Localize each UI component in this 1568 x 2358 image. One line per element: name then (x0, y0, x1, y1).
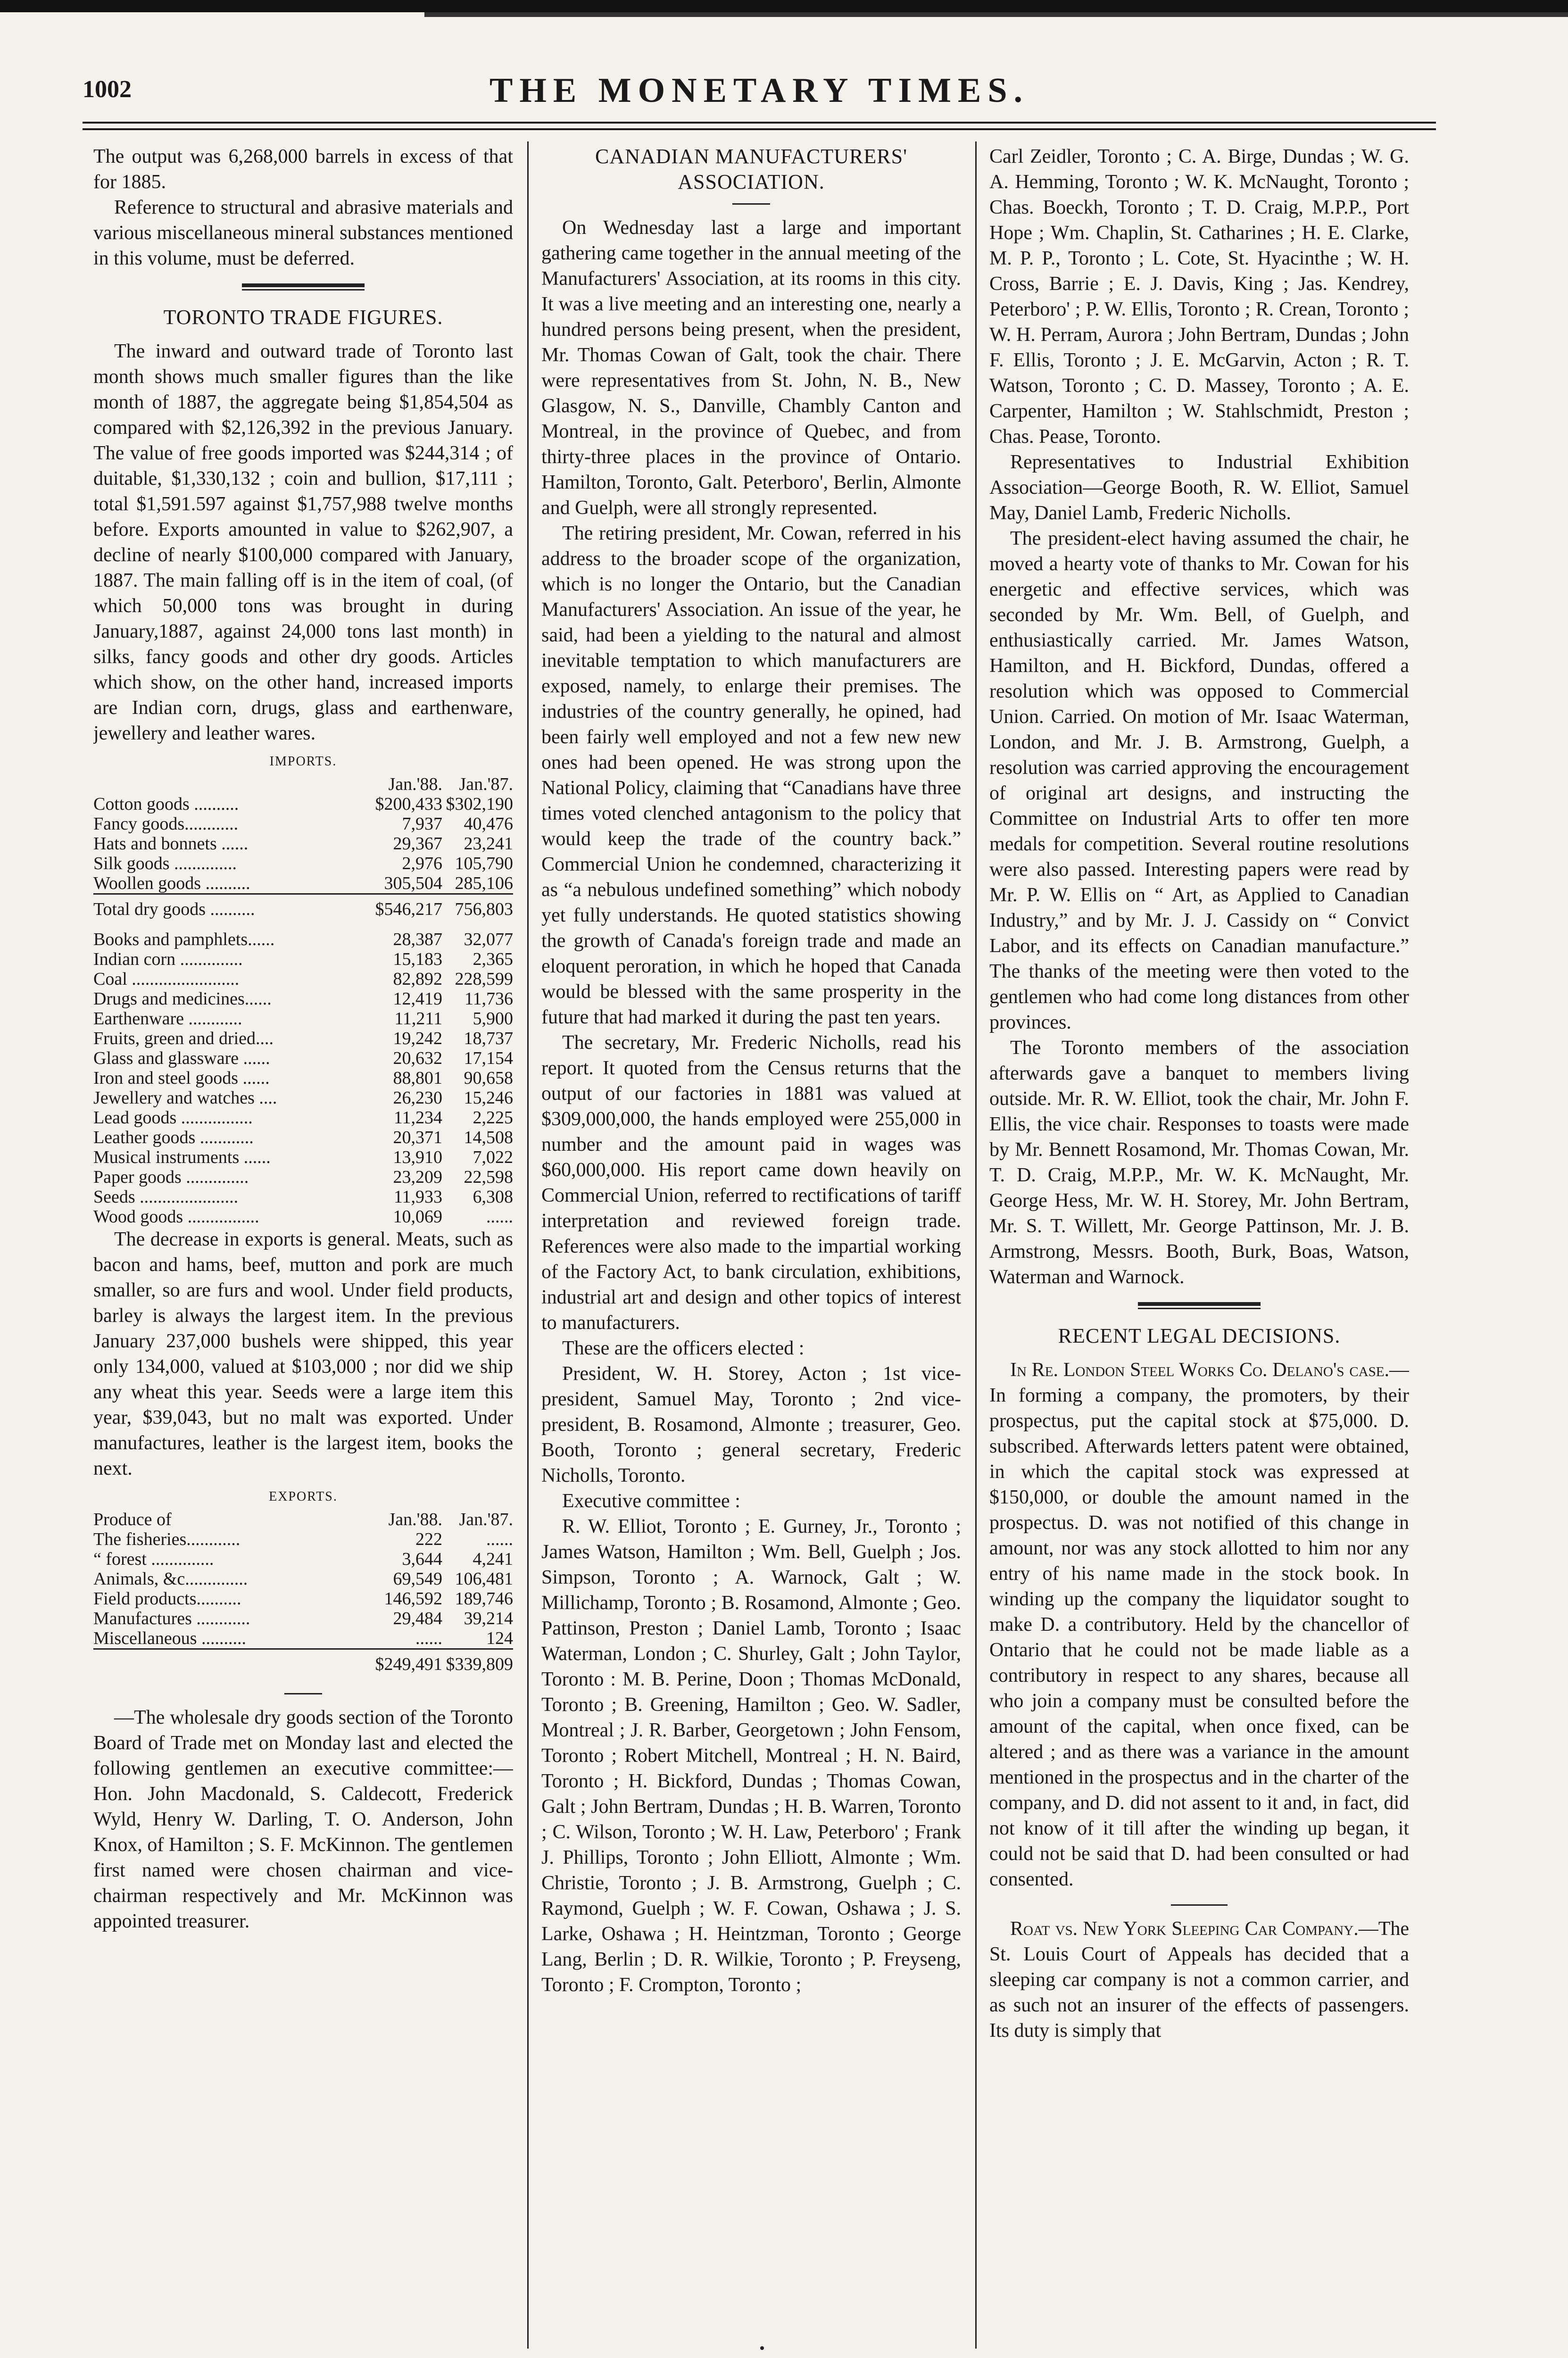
table-row: Drugs and medicines...... 12,419 11,736 (93, 989, 513, 1009)
table-row: Woollen goods .......... 305,504 285,106 (93, 873, 513, 893)
masthead-title: THE MONETARY TIMES. (489, 71, 1029, 110)
table-row: Leather goods ............ 20,371 14,508 (93, 1128, 513, 1147)
table-row: Cotton goods .......... $200,433 $302,190 (93, 794, 513, 814)
table-row: Hats and bonnets ...... 29,367 23,241 (93, 834, 513, 854)
paragraph: The president-elect having assumed the chair, he moved a hearty vote of thanks to Mr. Cowan for his energetic and effective services, which was seconded by Mr. Wm. Bell, of Guelph, and enthusiastically carried. Mr. James Watson, Hamilton, and H. Bickford, Dundas, offered a resolution which was opposed to Commercial Union. Carried. On motion of Mr. Isaac Waterman, London, and Mr. J. B. Armstrong, Guelph, a resolution was carried approving the encouragement of original art designs, and instructing the Committee on Industrial Arts to offer ten more medals for competition. Several routine resolutions were also passed. Interesting papers were read by Mr. P. W. Ellis on “ Art, as Applied to Canadian Industry,” and by Mr. J. J. Cassidy on “ Convict Labor, and its effects on Canadian manufacture.” The thanks of the meeting were then voted to the gentlemen who had come long distances from other provinces. (989, 528, 1409, 1033)
paragraph: The decrease in exports is general. Meats, such as bacon and hams, beef, mutton and pork are much smaller, so are furs and wool. Under field products, barley is always the largest item. In the previous January 237,000 bushels were shipped, this year only 134,000, valued at $103,000 ; nor did we ship any wheat this year. Seeds were a large item this year, $39,043, but no malt was exported. Under manufactures, leather is the largest item, books the next. (93, 1229, 513, 1479)
article-heading: RECENT LEGAL DECISIONS. (1058, 1324, 1341, 1347)
paragraph: President, W. H. Storey, Acton ; 1st vice-president, Samuel May, Toronto ; 2nd vice-president, B. Rosamond, Almonte ; treasurer, Geo. Booth, Toronto ; general secretary, Frederic Nicholls, Toronto. (541, 1363, 961, 1486)
table-row: The fisheries............ 222 ...... (93, 1529, 513, 1549)
exports-table (93, 1510, 513, 1674)
section-divider (732, 203, 770, 205)
paragraph: On Wednesday last a large and important gathering came together in the annual meeting of the Manufacturers' Association, at its rooms in this city. It was a live meeting and an interesting one, nearly a hundred persons being present, when the president, Mr. Thomas Cowan of Galt, took the chair. There were representatives from St. John, N. B., New Glasgow, N. S., Danville, Chambly Canton and Montreal, in the province of Quebec, and from thirty-three places in the province of Ontario. Hamilton, Toronto, Galt. Peterboro', Berlin, Almonte and Guelph, were all strongly represented. (541, 217, 961, 519)
case-body: —The St. Louis Court of Appeals has decided that a sleeping car company is not a common carrier, and as such not an insurer of the effects of passengers. Its duty is simply that (989, 1918, 1409, 2042)
section-divider (1138, 1308, 1261, 1309)
paragraph: R. W. Elliot, Toronto ; E. Gurney, Jr., Toronto ; James Watson, Hamilton ; Wm. Bell, Guelph ; Jos. Simpson, Toronto ; A. Warnock, Galt ; W. Millichamp, Toronto ; B. Rosamond, Almonte ; Geo. Pattinson, Preston ; Daniel Lamb, Toronto ; Isaac Waterman, London ; C. Shurley, Galt ; John Taylor, Toronto : M. B. Perine, Doon ; Thomas McDonald, Toronto ; B. Greening, Hamilton ; Geo. W. Sadler, Montreal ; J. R. Barber, Georgetown ; John Fensom, Toronto ; Robert Mitchell, Montreal ; H. N. Baird, Toronto ; H. Bickford, Dundas ; Thomas Cowan, Galt ; John Bertram, Dundas ; H. B. Warren, Toronto ; C. Wilson, Toronto ; W. H. Law, Peterboro' ; Frank J. Phillips, Toronto ; John Elliott, Almonte ; Wm. Christie, Toronto ; J. B. Armstrong, Guelph ; C. Raymond, Guelph ; W. F. Cowan, Oshawa ; J. S. Larke, Oshawa ; H. Heintzman, Toronto ; George Lang, Berlin ; D. R. Wilkie, Toronto ; P. Freyseng, Toronto ; F. Crompton, Toronto ; (541, 1516, 961, 1996)
paragraph: The Toronto members of the association afterwards gave a banquet to members living outside. Mr. R. W. Elliot, took the chair, Mr. John F. Ellis, the vice chair. Responses to toasts were made by Mr. Bennett Rosamond, Mr. Thomas Cowan, Mr. T. D. Craig, M.P.P., Mr. W. K. McNaught, Mr. George Hess, Mr. W. H. Storey, Mr. John Bertram, Mr. S. T. Willett, Mr. George Pattinson, Mr. J. B. Armstrong, Messrs. Booth, Burk, Boas, Watson, Waterman and Warnock. (989, 1037, 1409, 1288)
paragraph: Executive committee : (562, 1490, 740, 1512)
column-right (989, 144, 1409, 2341)
imports-table-label: IMPORTS. (269, 754, 337, 769)
paragraph: The output was 6,268,000 barrels in excess of that for 1885. (93, 146, 513, 193)
table-row: Miscellaneous .......... ...... 124 (93, 1628, 513, 1648)
column-left (93, 144, 513, 2341)
case-body: —In forming a company, the promoters, by their prospectus, put the capital stock at $75,000. D. subscribed. Afterwards letters patent were obtained, in which the capital stock was expressed at $150,000, or double the amount named in the prospectus. D. was not notified of this change in amount, nor was any stock allotted to him nor any entry of his name made in the stock book. In winding up the company the liquidator sought to make D. a contributory. Held by the chancellor of Ontario that he could not be made liable as a contributory in respect to any shares, because all who join a company must be consulted before the amount of the capital, when once fixed, can be altered ; and as there was a variance in the amount mentioned in the prospectus and in the charter of the company, and D. did not assent to it and, in fact, did not know of it till after the winding up began, it could not be said that D. had been consulted or had consented. (989, 1359, 1409, 1890)
table-row: Coal ........................ 82,892 228,599 (93, 969, 513, 989)
header-rule-top (83, 122, 1436, 124)
column-divider-2 (975, 141, 977, 2349)
table-row: Fruits, green and dried.... 19,242 18,737 (93, 1029, 513, 1048)
page-number: 1002 (83, 76, 132, 103)
total-row: $249,491 $339,809 (93, 1649, 513, 1675)
article-heading: CANADIAN MANUFACTURERS' ASSOCIATION. (595, 145, 908, 193)
section-divider (1138, 1302, 1261, 1306)
paragraph: —The wholesale dry goods section of the Toronto Board of Trade met on Monday last and elected the following gentlemen an executive committee:—Hon. John Macdonald, S. Caldecott, Frederick Wyld, Henry W. Darling, T. O. Anderson, John Knox, of Hamilton ; S. F. McKinnon. The gentlemen first named were chosen chairman and vice-chairman respectively and Mr. McKinnon was appointed treasurer. (93, 1707, 513, 1932)
table-row: Wood goods ................ 10,069 ...... (93, 1207, 513, 1227)
case-title: Roat vs. New York Sleeping Car Company. (1010, 1918, 1359, 1940)
table-row: Fancy goods............ 7,937 40,476 (93, 814, 513, 834)
section-divider (1171, 1904, 1228, 1906)
paragraph: The retiring president, Mr. Cowan, referred in his address to the broader scope of the organization, which is no longer the Ontario, but the Canadian Manufacturers' Association. An issue of the year, he said, had been a yielding to the natural and almost inevitable temptation to which manufacturers are exposed, namely, to enlarge their premises. The industries of the country generally, he opined, had been fairly well employed and not a few new new ones had been opened. He was strong upon the National Policy, claiming that “Canadians have three times voted clenched antagonism to the policy that would keep the trade of the country back.” Commercial Union he condemned, characterizing it as “a nebulous undefined something” which nobody yet fully understands. He quoted statistics showing the growth of Canada's foreign trade and made an eloquent peroration, in which he hoped that Canada would be blessed with the same prosperity in the future that had marked it during the past ten years. (541, 523, 961, 1028)
table-row: “ forest .............. 3,644 4,241 (93, 1549, 513, 1569)
section-divider (242, 283, 365, 287)
table-row: Jewellery and watches .... 26,230 15,246 (93, 1088, 513, 1108)
paragraph: The inward and outward trade of Toronto last month shows much smaller figures than the like month of 1887, the aggregate being $1,854,504 as compared with $2,126,392 in the previous January. The value of free goods imported was $244,314 ; of duitable, $1,330,132 ; coin and bullion, $17,111 ; total $1,591.597 against $1,757,988 twelve months before. Exports amounted in value to $262,907, a decline of nearly $100,000 compared with January, 1887. The main falling off is in the item of coal, (of which 50,000 tons was brought in during January,1887, against 24,000 tons last month) in silks, fancy goods and other dry goods. Articles which show, on the other hand, increased imports are Indian corn, drugs, glass and earthenware, jewellery and leather wares. (93, 340, 513, 744)
paragraph (989, 1916, 1409, 2043)
article-heading: TORONTO TRADE FIGURES. (163, 306, 443, 329)
exports-table-label: EXPORTS. (269, 1489, 338, 1504)
table-header-row: Produce of Jan.'88. Jan.'87. (93, 1510, 513, 1529)
total-row: Total dry goods .......... $546,217 756,803 (93, 894, 513, 920)
table-row: Musical instruments ...... 13,910 7,022 (93, 1147, 513, 1167)
paragraph: These are the officers elected : (562, 1337, 805, 1359)
table-row: Animals, &c.............. 69,549 106,481 (93, 1569, 513, 1589)
table-row: Glass and glassware ...... 20,632 17,154 (93, 1048, 513, 1068)
paragraph: The secretary, Mr. Frederic Nicholls, read his report. It quoted from the Census returns that the output of our factories in 1881 was valued at $309,000,000, the hands employed were 255,000 in number and the amount paid in wages was $60,000,000. His report came down heavily on Commercial Union, referred to rectifications of tariff interpretation and reviewed foreign trade. References were also made to the impartial working of the Factory Act, to bank circulation, exhibitions, industrial art and design and other topics of interest to manufacturers. (541, 1032, 961, 1334)
paragraph: Carl Zeidler, Toronto ; C. A. Birge, Dundas ; W. G. A. Hemming, Toronto ; W. K. McNaught, Toronto ; Chas. Boeckh, Toronto ; T. D. Craig, M.P.P., Port Hope ; Wm. Chaplin, St. Catharines ; H. E. Clarke, M. P. P., Toronto ; L. Cote, St. Hyacinthe ; W. H. Cross, Barrie ; E. J. Davis, King ; Jas. Kendrey, Peterboro' ; P. W. Ellis, Toronto ; R. Crean, Toronto ; W. H. Perram, Aurora ; John Bertram, Dundas ; John F. Ellis, Toronto ; J. E. McGarvin, Acton ; R. T. Watson, Toronto ; C. D. Massey, Toronto ; A. E. Carpenter, Hamilton ; W. Stahlschmidt, Preston ; Chas. Pease, Toronto. (989, 146, 1409, 448)
header-rule-bottom (83, 128, 1436, 130)
column-header: Jan.'87. (459, 774, 513, 794)
table-row: Indian corn .............. 15,183 2,365 (93, 949, 513, 969)
table-row: Paper goods .............. 23,209 22,598 (93, 1167, 513, 1187)
imports-table (93, 774, 513, 1227)
case-title: In Re. London Steel Works Co. Delano's case. (1010, 1359, 1389, 1381)
section-divider (242, 289, 365, 291)
page-mark (760, 2346, 764, 2350)
column-middle (541, 144, 961, 2341)
table-row: Silk goods .............. 2,976 105,790 (93, 854, 513, 873)
table-row: Earthenware ............ 11,211 5,900 (93, 1009, 513, 1029)
section-divider (284, 1693, 322, 1694)
table-row: Field products.......... 146,592 189,746 (93, 1589, 513, 1609)
table-row: Manufactures ............ 29,484 39,214 (93, 1609, 513, 1628)
table-row: Books and pamphlets...... 28,387 32,077 (93, 930, 513, 949)
column-divider-1 (527, 141, 529, 2349)
page-header (83, 71, 1436, 108)
paragraph: Reference to structural and abrasive materials and various miscellaneous mineral substances mentioned in this volume, must be deferred. (93, 197, 513, 269)
column-header: Jan.'88. (388, 774, 442, 794)
scan-edge-bar-secondary (424, 12, 1568, 17)
paragraph: Representatives to Industrial Exhibition Association—George Booth, R. W. Elliot, Samuel May, Daniel Lamb, Frederic Nicholls. (989, 451, 1409, 524)
table-row: Iron and steel goods ...... 88,801 90,658 (93, 1068, 513, 1088)
table-row: Lead goods ................ 11,234 2,225 (93, 1108, 513, 1128)
scan-edge-bar (0, 0, 1568, 12)
table-row: Seeds ...................... 11,933 6,308 (93, 1187, 513, 1207)
paragraph (989, 1357, 1409, 1892)
